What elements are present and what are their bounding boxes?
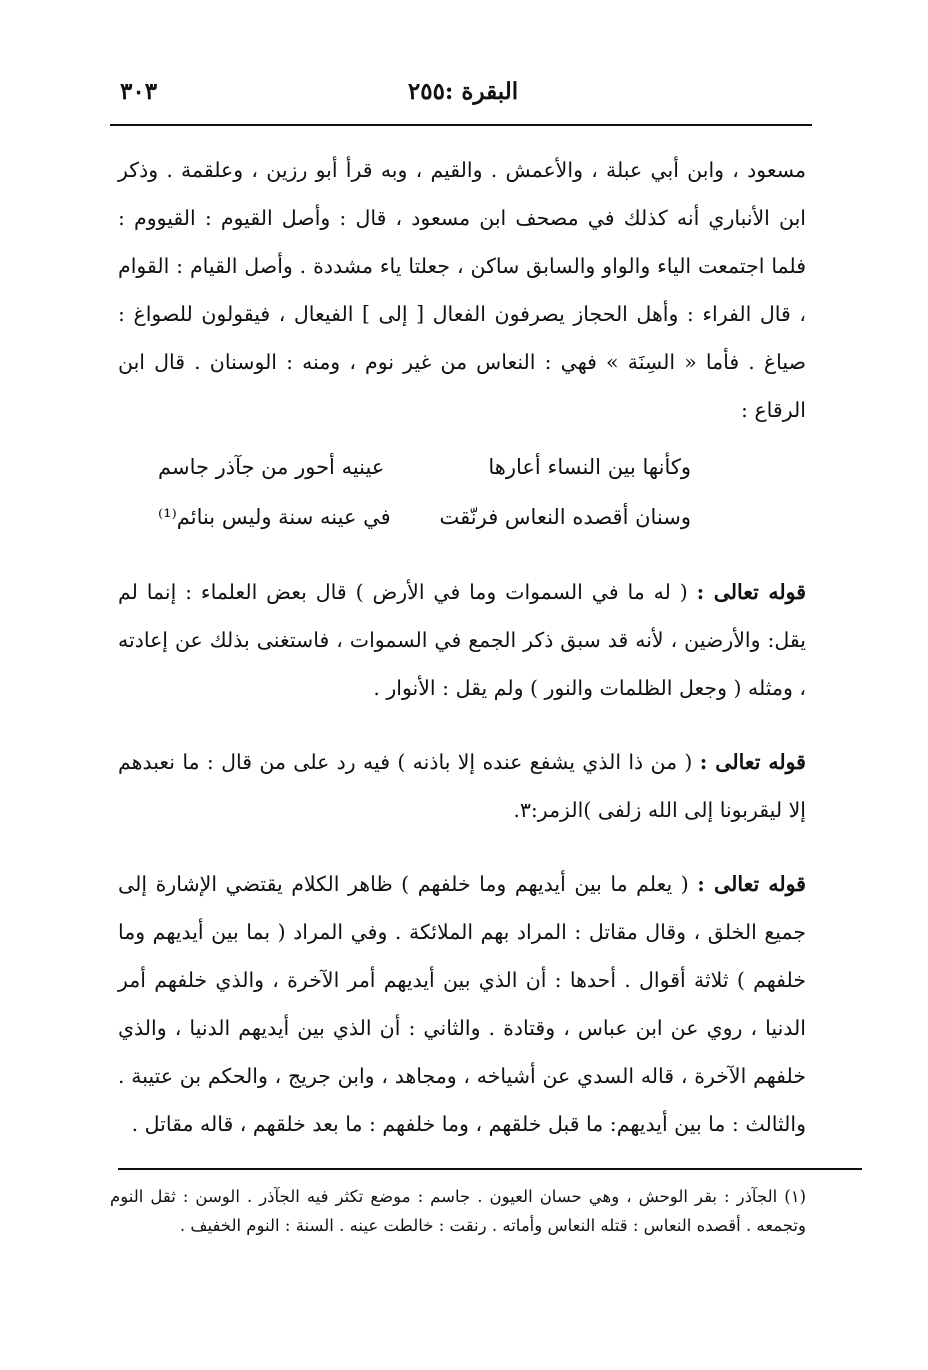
page-header [120, 78, 806, 118]
running-title: البقرة :٢٥٥ [407, 78, 519, 105]
poem-verse-1 [158, 442, 691, 492]
paragraph-4 [118, 860, 806, 1148]
paragraph-2-label: قوله تعالى : [696, 580, 806, 604]
page-number: ٣٠٣ [120, 78, 158, 105]
paragraph-3-text: ( من ذا الذي يشفع عنده إلا باذنه ) فيه رد على من قال : ما نعبدهم إلا ليقربونا إلى الله زلفى )الزمر:٣. [118, 750, 806, 822]
verse-2-first-hemistich: وسنان أقصده النعاس فرنّقت [439, 505, 691, 529]
footnote-rule [118, 1168, 862, 1170]
footnotes [110, 1182, 806, 1240]
paragraph-2 [118, 568, 806, 712]
poem-verse-2 [158, 492, 691, 542]
paragraph-3-label: قوله تعالى : [699, 750, 806, 774]
paragraph-4-text: ( يعلم ما بين أيديهم وما خلفهم ) ظاهر الكلام يقتضي الإشارة إلى جميع الخلق ، وقال مقاتل : المراد بهم الملائكة . وفي المراد ( بما بين أيديهم وما خلفهم ) ثلاثة أقوال . أحدها : أن الذي بين أيديهم أمر الآخرة ، والذي خلفهم أمر الدنيا ، روي عن ابن عباس ، وقتادة . والثاني : أن الذي بين أيديهم الدنيا ، والذي خلفهم الآخرة ، قاله السدي عن أشياخه ، ومجاهد ، وابن جريج ، والحكم بن عتيبة . والثالث : ما بين أيديهم: ما قبل خلقهم ، وما خلفهم : ما بعد خلقهم ، قاله مقاتل . [118, 872, 806, 1136]
paragraph-3 [118, 738, 806, 834]
main-text [118, 146, 806, 1148]
paragraph-4-label: قوله تعالى : [697, 872, 806, 896]
poem [118, 442, 806, 542]
verse-2-second-hemistich: في عينه سنة وليس بنائم⁽¹⁾ [158, 505, 391, 529]
verse-1-second-hemistich: عينيه أحور من جآذر جاسم [158, 455, 385, 479]
verse-1-first-hemistich: وكأنها بين النساء أعارها [488, 455, 691, 479]
footnote-1: (١) الجآذر : بقر الوحش ، وهي حسان العيون . جاسم : موضع تكثر فيه الجآذر . الوسن : ثقل النوم وتجمعه . أقصده النعاس : قتله النعاس وأماته . رنقت : خالطت عينه . السنة : النوم الخفيف . [110, 1187, 806, 1235]
paragraph-2-text: ( له ما في السموات وما في الأرض ) قال بعض العلماء : إنما لم يقل: والأرضين ، لأنه قد سبق ذكر الجمع في السموات ، فاستغنى بذلك عن إعادته ، ومثله ( وجعل الظلمات والنور ) ولم يقل : الأنوار . [118, 580, 806, 700]
paragraph-1: مسعود ، وابن أبي عبلة ، والأعمش . والقيم ، وبه قرأ أبو رزين ، وعلقمة . وذكر ابن الأنباري أنه كذلك في مصحف ابن مسعود ، قال : وأصل القيوم : القيووم : فلما اجتمعت الياء والواو والسابق ساكن ، جعلتا ياء مشددة . وأصل القيام : القوام ، قال الفراء : وأهل الحجاز يصرفون الفعال [ إلى ] الفيعال ، فيقولون للصواغ : صياغ . فأما « السِنَة » فهي : النعاس من غير نوم ، ومنه : الوسنان . قال ابن الرقاع : [118, 158, 806, 422]
header-rule [110, 124, 812, 126]
